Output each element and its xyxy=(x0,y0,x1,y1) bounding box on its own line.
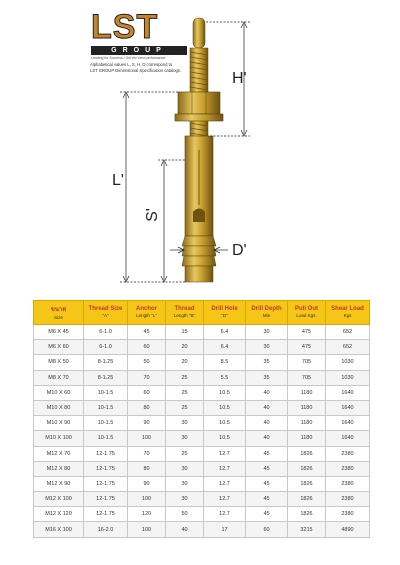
specification-table-container xyxy=(33,300,369,538)
table-cell: 120 xyxy=(128,507,166,522)
table-cell: 40 xyxy=(246,431,288,446)
table-cell: M10 X 90 xyxy=(34,416,84,431)
table-cell: 1640 xyxy=(326,416,370,431)
logo-group: GROUP xyxy=(91,46,187,55)
table-cell: 45 xyxy=(246,461,288,476)
table-cell: 45 xyxy=(246,492,288,507)
cone-end xyxy=(182,236,216,282)
table-cell: 12-1.75 xyxy=(84,492,128,507)
table-cell: 2380 xyxy=(326,492,370,507)
table-cell: 705 xyxy=(288,370,326,385)
column-header-title: Shear Load xyxy=(331,306,364,312)
column-header-subtitle: Length "B" xyxy=(173,313,196,318)
table-cell: M8 X 50 xyxy=(34,355,84,370)
washer xyxy=(175,114,223,121)
table-cell: M10 X 60 xyxy=(34,385,84,400)
table-cell: 60 xyxy=(246,522,288,537)
table-cell: 1826 xyxy=(288,461,326,476)
table-cell: 8-1.25 xyxy=(84,370,128,385)
column-header-subtitle: Load Kgs. xyxy=(296,313,317,318)
table-cell: 12-1.75 xyxy=(84,476,128,491)
table-cell: 90 xyxy=(128,476,166,491)
table-cell: 475 xyxy=(288,325,326,340)
bolt-tip xyxy=(193,18,205,48)
table-cell: 6.4 xyxy=(204,325,246,340)
table-row xyxy=(34,507,370,522)
dimension-label-d: D' xyxy=(232,242,247,259)
table-cell: 12.7 xyxy=(204,507,246,522)
column-header-title: Thread xyxy=(174,306,195,312)
table-cell: 30 xyxy=(166,492,204,507)
table-cell: 1826 xyxy=(288,492,326,507)
table-cell: 60 xyxy=(128,385,166,400)
table-cell: 12.7 xyxy=(204,446,246,461)
dimension-label-s: S' xyxy=(143,208,161,222)
table-row xyxy=(34,325,370,340)
column-header-title: Drill Depth xyxy=(251,306,282,312)
column-header-subtitle: "D" xyxy=(221,313,228,318)
table-cell: 1180 xyxy=(288,400,326,415)
table-cell: 50 xyxy=(128,355,166,370)
dimension-label-l: L' xyxy=(112,172,124,189)
table-cell: 6.4 xyxy=(204,340,246,355)
table-cell: 10.5 xyxy=(204,400,246,415)
table-cell: 652 xyxy=(326,340,370,355)
table-cell: 1180 xyxy=(288,385,326,400)
table-cell: 10-1.5 xyxy=(84,416,128,431)
table-cell: 10.5 xyxy=(204,416,246,431)
table-cell: 16-2.0 xyxy=(84,522,128,537)
table-cell: 30 xyxy=(246,325,288,340)
column-header-title: Thread Size xyxy=(88,306,123,312)
table-cell: 100 xyxy=(128,522,166,537)
table-cell: 3215 xyxy=(288,522,326,537)
table-cell: 6-1.0 xyxy=(84,325,128,340)
table-cell: 705 xyxy=(288,355,326,370)
table-cell: 1030 xyxy=(326,355,370,370)
table-cell: M16 X 100 xyxy=(34,522,84,537)
column-header-title: Anchor xyxy=(136,306,157,312)
table-cell: 70 xyxy=(128,370,166,385)
table-cell: 35 xyxy=(246,355,288,370)
table-cell: 1640 xyxy=(326,400,370,415)
table-cell: 25 xyxy=(166,385,204,400)
table-row xyxy=(34,431,370,446)
column-header xyxy=(128,301,166,325)
table-cell: 45 xyxy=(246,507,288,522)
table-cell: 1180 xyxy=(288,431,326,446)
table-cell: 45 xyxy=(246,476,288,491)
table-cell: 4890 xyxy=(326,522,370,537)
expansion-sleeve xyxy=(185,136,213,236)
table-cell: 12-1.75 xyxy=(84,446,128,461)
table-cell: 1030 xyxy=(326,370,370,385)
column-header-title: ขนาด xyxy=(50,307,67,313)
table-cell: 10-1.5 xyxy=(84,431,128,446)
table-cell: 45 xyxy=(128,325,166,340)
table-cell: 80 xyxy=(128,400,166,415)
table-cell: 6-1.0 xyxy=(84,340,128,355)
table-cell: M12 X 80 xyxy=(34,461,84,476)
column-header-title: Drill Hole xyxy=(211,306,238,312)
table-cell: 1826 xyxy=(288,476,326,491)
table-row xyxy=(34,370,370,385)
table-cell: 1826 xyxy=(288,446,326,461)
table-row xyxy=(34,522,370,537)
table-cell: M10 X 80 xyxy=(34,400,84,415)
column-header-subtitle: Kgs xyxy=(343,313,352,318)
table-cell: 30 xyxy=(246,340,288,355)
table-cell: 30 xyxy=(166,416,204,431)
table-row xyxy=(34,355,370,370)
table-row xyxy=(34,385,370,400)
table-cell: 2380 xyxy=(326,507,370,522)
table-row xyxy=(34,416,370,431)
table-cell: 30 xyxy=(166,461,204,476)
logo-tagline: Leading for Success / Get the best performance xyxy=(91,56,166,60)
column-header-subtitle: Length "L" xyxy=(136,313,157,318)
table-cell: 652 xyxy=(326,325,370,340)
column-header-subtitle: Min xyxy=(262,313,271,318)
column-header xyxy=(34,301,84,325)
column-header xyxy=(326,301,370,325)
column-header xyxy=(246,301,288,325)
table-cell: M10 X 100 xyxy=(34,431,84,446)
table-cell: 475 xyxy=(288,340,326,355)
table-cell: 10-1.5 xyxy=(84,385,128,400)
table-cell: M8 X 70 xyxy=(34,370,84,385)
table-cell: 10.5 xyxy=(204,385,246,400)
table-cell: 30 xyxy=(166,431,204,446)
table-cell: 80 xyxy=(128,461,166,476)
table-cell: 12.7 xyxy=(204,461,246,476)
table-cell: 45 xyxy=(246,446,288,461)
column-header-title: Pull Out xyxy=(295,306,318,312)
caption-line-1: Alphabetical values L, S, H, D correspond to xyxy=(90,62,173,67)
table-cell: 10-1.5 xyxy=(84,400,128,415)
table-row xyxy=(34,446,370,461)
column-header-subtitle: Size xyxy=(54,315,63,320)
dimension-label-h: H' xyxy=(232,70,247,87)
column-header xyxy=(288,301,326,325)
caption-line-2: LST GROUP Dimensional Specification catalogs. xyxy=(90,67,182,73)
table-cell: 2380 xyxy=(326,446,370,461)
column-header-subtitle: "A" xyxy=(102,313,109,318)
table-cell: 100 xyxy=(128,431,166,446)
table-row xyxy=(34,476,370,491)
table-cell: 60 xyxy=(128,340,166,355)
table-cell: 100 xyxy=(128,492,166,507)
table-row xyxy=(34,340,370,355)
table-cell: 12.7 xyxy=(204,492,246,507)
table-header-row xyxy=(34,301,370,325)
table-cell: 40 xyxy=(246,400,288,415)
table-cell: 8-1.25 xyxy=(84,355,128,370)
logo-brand: LST xyxy=(91,8,159,46)
table-cell: 15 xyxy=(166,325,204,340)
column-header xyxy=(166,301,204,325)
table-cell: 10.5 xyxy=(204,431,246,446)
table-cell: M12 X 120 xyxy=(34,507,84,522)
table-body xyxy=(34,325,370,538)
table-cell: 2380 xyxy=(326,461,370,476)
table-row xyxy=(34,400,370,415)
table-cell: 50 xyxy=(166,507,204,522)
table-cell: 35 xyxy=(246,370,288,385)
table-cell: 90 xyxy=(128,416,166,431)
column-header xyxy=(204,301,246,325)
table-cell: 40 xyxy=(246,385,288,400)
table-cell: 2380 xyxy=(326,476,370,491)
table-cell: M12 X 100 xyxy=(34,492,84,507)
table-cell: 1826 xyxy=(288,507,326,522)
table-cell: 1640 xyxy=(326,431,370,446)
specification-table xyxy=(33,300,370,538)
table-cell: 12-1.75 xyxy=(84,461,128,476)
table-cell: 30 xyxy=(166,476,204,491)
table-cell: M12 X 90 xyxy=(34,476,84,491)
table-cell: 25 xyxy=(166,446,204,461)
table-row xyxy=(34,492,370,507)
table-row xyxy=(34,461,370,476)
table-cell: M6 X 45 xyxy=(34,325,84,340)
table-cell: 1180 xyxy=(288,416,326,431)
table-cell: 20 xyxy=(166,355,204,370)
table-cell: 1640 xyxy=(326,385,370,400)
table-cell: 40 xyxy=(166,522,204,537)
column-header xyxy=(84,301,128,325)
table-cell: 8.5 xyxy=(204,355,246,370)
table-cell: 40 xyxy=(246,416,288,431)
table-cell: M6 X 60 xyxy=(34,340,84,355)
table-cell: M12 X 70 xyxy=(34,446,84,461)
table-cell: 12.7 xyxy=(204,476,246,491)
hex-nut xyxy=(178,92,220,114)
table-cell: 25 xyxy=(166,370,204,385)
table-cell: 25 xyxy=(166,400,204,415)
table-cell: 17 xyxy=(204,522,246,537)
table-cell: 20 xyxy=(166,340,204,355)
table-cell: 70 xyxy=(128,446,166,461)
table-cell: 5.5 xyxy=(204,370,246,385)
table-cell: 12-1.75 xyxy=(84,507,128,522)
